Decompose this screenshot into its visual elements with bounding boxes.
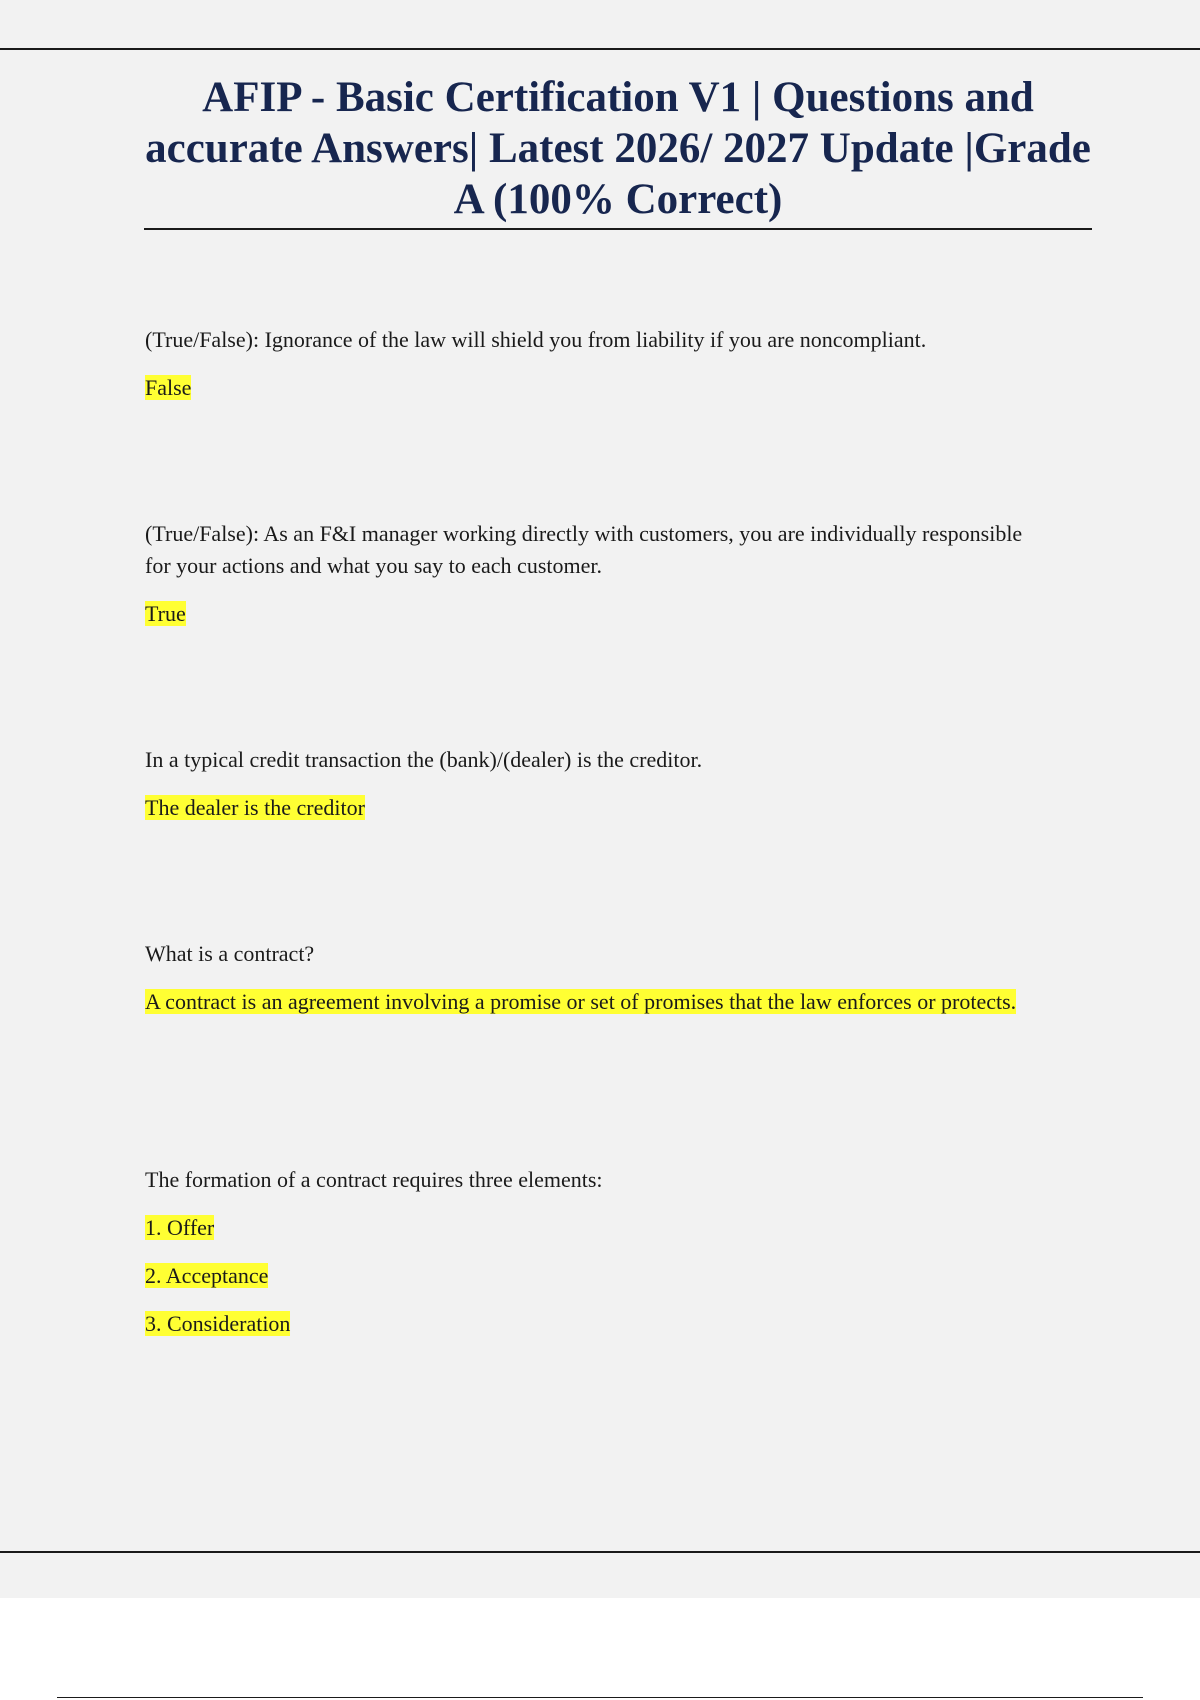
qa-item	[145, 938, 1045, 1018]
answer-list-item: 2. Acceptance	[145, 1263, 269, 1288]
question-text: (True/False): Ignorance of the law will shield you from liability if you are noncompliant.	[145, 327, 927, 352]
answer-text: The dealer is the creditor	[145, 795, 365, 820]
qa-item	[145, 1164, 1045, 1356]
answer-list-item: 3. Consideration	[145, 1311, 291, 1336]
page-top-rule	[0, 48, 1200, 50]
footer-rule	[57, 1697, 1143, 1698]
question-text: (True/False): As an F&I manager working directly with customers, you are individually responsible for your actions and what you say to each customer.	[145, 521, 1023, 578]
question-text: The formation of a contract requires three elements:	[145, 1167, 603, 1192]
question-text: What is a contract?	[145, 941, 315, 966]
answer-text: True	[145, 601, 186, 626]
answer-list-item: 1. Offer	[145, 1215, 215, 1240]
title-underline	[144, 228, 1092, 230]
page-bottom-rule	[0, 1551, 1200, 1553]
document-title: AFIP - Basic Certification V1 | Questions and accurate Answers| Latest 2026/ 2027 Update |Grade A (100% Correct)	[145, 74, 1091, 223]
question-text: In a typical credit transaction the (bank)/(dealer) is the creditor.	[145, 747, 703, 772]
answer-text: False	[145, 375, 192, 400]
qa-item	[145, 518, 1045, 630]
answer-text: A contract is an agreement involving a promise or set of promises that the law enforces or protects.	[145, 989, 1017, 1014]
qa-item	[145, 744, 1045, 824]
qa-item	[145, 324, 1045, 404]
